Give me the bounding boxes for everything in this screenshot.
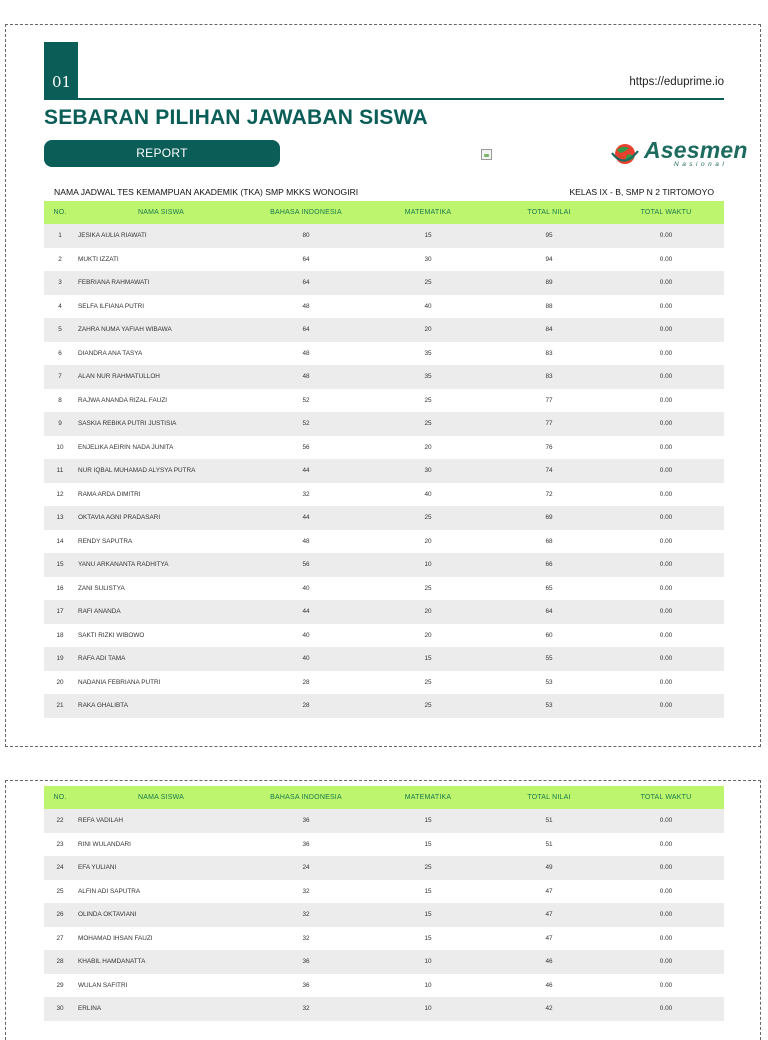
cell-total-waktu: 0.00 — [608, 224, 724, 248]
cell-bahasa-indonesia: 64 — [246, 271, 366, 295]
cell-total-nilai: 66 — [490, 553, 608, 577]
cell-no: 15 — [44, 553, 76, 577]
cell-student-name: NUR IQBAL MUHAMAD ALYSYA PUTRA — [76, 459, 246, 483]
cell-total-nilai: 65 — [545, 584, 553, 592]
cell-total-waktu: 0.00 — [608, 600, 724, 624]
cell-student-name: RAKA GHALIBTA — [76, 694, 246, 718]
cell-total-nilai: 77 — [490, 412, 608, 436]
cell-total-waktu: 0.00 — [659, 840, 673, 848]
cell-matematika: 10 — [366, 553, 490, 577]
cell-bahasa-indonesia: 32 — [302, 934, 310, 942]
cell-no: 23 — [56, 840, 64, 848]
cell-student-name: RAFI ANANDA — [76, 600, 246, 624]
cell-matematika: 20 — [424, 443, 432, 451]
col-header-total-waktu: TOTAL WAKTU — [608, 786, 724, 809]
cell-matematika: 20 — [366, 600, 490, 624]
cell-student-name: SELFA ILFIANA PUTRI — [78, 302, 145, 310]
table-row — [44, 483, 724, 507]
cell-no: 13 — [44, 506, 76, 530]
cell-matematika: 35 — [424, 349, 432, 357]
cell-total-nilai: 94 — [545, 255, 553, 263]
cell-student-name: NADANIA FEBRIANA PUTRI — [78, 678, 161, 686]
logo-wordmark: Asesmen — [644, 137, 748, 163]
cell-student-name: YANU ARKANANTA RADHITYA — [76, 553, 246, 577]
col-header-total-nilai: TOTAL NILAI — [490, 786, 608, 809]
cell-total-waktu: 0.00 — [608, 506, 724, 530]
col-header-no: NO. — [44, 201, 76, 224]
cell-total-nilai: 88 — [545, 302, 553, 310]
cell-total-nilai: 89 — [490, 271, 608, 295]
cell-student-name: JESIKA AULIA RIAWATI — [76, 224, 246, 248]
cell-student-name: RENDY SAPUTRA — [78, 537, 133, 545]
cell-bahasa-indonesia: 36 — [302, 981, 310, 989]
cell-no: 2 — [58, 255, 62, 263]
cell-total-nilai: 49 — [490, 856, 608, 880]
cell-no: 29 — [56, 981, 64, 989]
cell-total-waktu: 0.00 — [608, 694, 724, 718]
cell-bahasa-indonesia: 32 — [302, 490, 310, 498]
page-title: SEBARAN PILIHAN JAWABAN SISWA — [44, 106, 428, 129]
table-row — [44, 506, 724, 530]
cell-student-name: EFA YULIANI — [76, 856, 246, 880]
col-header-total-waktu: TOTAL WAKTU — [608, 201, 724, 224]
cell-total-nilai: 46 — [545, 981, 553, 989]
cell-total-nilai: 51 — [545, 840, 553, 848]
table-row — [44, 880, 724, 904]
table-row — [44, 271, 724, 295]
cell-no: 21 — [44, 694, 76, 718]
cell-matematika: 15 — [366, 809, 490, 833]
cell-bahasa-indonesia: 44 — [246, 506, 366, 530]
table-row — [44, 248, 724, 272]
cell-total-waktu: 0.00 — [608, 271, 724, 295]
cell-total-nilai: 47 — [545, 934, 553, 942]
col-header-name: NAMA SISWA — [76, 786, 246, 809]
cell-bahasa-indonesia: 48 — [246, 365, 366, 389]
cell-total-waktu: 0.00 — [608, 459, 724, 483]
cell-matematika: 40 — [424, 302, 432, 310]
cell-total-waktu: 0.00 — [659, 678, 673, 686]
scores-table-continued — [44, 786, 724, 1021]
cell-total-nilai: 47 — [545, 887, 553, 895]
cell-bahasa-indonesia: 48 — [302, 302, 310, 310]
cell-total-nilai: 55 — [490, 647, 608, 671]
table-row — [44, 577, 724, 601]
table-row — [44, 647, 724, 671]
cell-total-nilai: 76 — [545, 443, 553, 451]
cell-student-name: ZAHRA NUMA YAFIAH WIBAWA — [76, 318, 246, 342]
report-button[interactable]: REPORT — [44, 140, 280, 167]
cell-total-waktu: 0.00 — [608, 856, 724, 880]
cell-total-waktu: 0.00 — [659, 443, 673, 451]
schedule-name: NAMA JADWAL TES KEMAMPUAN AKADEMIK (TKA) SMP MKKS WONOGIRI — [54, 187, 359, 197]
cell-matematika: 25 — [366, 271, 490, 295]
cell-matematika: 15 — [366, 647, 490, 671]
table-row — [44, 530, 724, 554]
table-row — [44, 694, 724, 718]
col-header-matematika: MATEMATIKA — [366, 201, 490, 224]
cell-total-nilai: 84 — [490, 318, 608, 342]
cell-bahasa-indonesia: 64 — [246, 318, 366, 342]
cell-bahasa-indonesia: 32 — [302, 887, 310, 895]
cell-bahasa-indonesia: 80 — [246, 224, 366, 248]
cell-total-waktu: 0.00 — [608, 903, 724, 927]
table-row — [44, 436, 724, 460]
cell-no: 17 — [44, 600, 76, 624]
cell-bahasa-indonesia: 64 — [302, 255, 310, 263]
cell-matematika: 40 — [424, 490, 432, 498]
cell-student-name: MUKTI IZZATI — [78, 255, 119, 263]
cell-no: 19 — [44, 647, 76, 671]
table-row — [44, 365, 724, 389]
report-page-2 — [5, 780, 761, 1040]
class-info: KELAS IX - B, SMP N 2 TIRTOMOYO — [569, 187, 714, 197]
col-header-name: NAMA SISWA — [76, 201, 246, 224]
table-row — [44, 224, 724, 248]
cell-total-waktu: 0.00 — [659, 537, 673, 545]
cell-bahasa-indonesia: 48 — [302, 349, 310, 357]
cell-matematika: 15 — [366, 903, 490, 927]
globe-icon — [610, 139, 640, 167]
site-url[interactable]: https://eduprime.io — [629, 76, 724, 88]
cell-no: 26 — [44, 903, 76, 927]
cell-total-nilai: 95 — [490, 224, 608, 248]
cell-matematika: 35 — [366, 365, 490, 389]
cell-no: 18 — [56, 631, 64, 639]
cell-total-nilai: 69 — [490, 506, 608, 530]
cell-no: 24 — [44, 856, 76, 880]
cell-bahasa-indonesia: 40 — [302, 584, 310, 592]
cell-total-nilai: 64 — [490, 600, 608, 624]
cell-total-waktu: 0.00 — [659, 302, 673, 310]
cell-total-waktu: 0.00 — [608, 809, 724, 833]
table-row — [44, 624, 724, 648]
table-row — [44, 318, 724, 342]
cell-no: 6 — [58, 349, 62, 357]
col-header-bahasa: BAHASA INDONESIA — [246, 786, 366, 809]
cell-no: 7 — [44, 365, 76, 389]
cell-student-name: ALFIN ADI SAPUTRA — [78, 887, 141, 895]
cell-no: 9 — [44, 412, 76, 436]
cell-matematika: 25 — [424, 678, 432, 686]
table-row — [44, 553, 724, 577]
cell-total-nilai: 72 — [545, 490, 553, 498]
report-page-1 — [5, 24, 761, 747]
cell-student-name: ALAN NUR RAHMATULLOH — [76, 365, 246, 389]
cell-bahasa-indonesia: 56 — [302, 443, 310, 451]
cell-total-nilai: 60 — [545, 631, 553, 639]
cell-no: 28 — [44, 950, 76, 974]
cell-bahasa-indonesia: 32 — [246, 903, 366, 927]
cell-total-nilai: 53 — [490, 694, 608, 718]
cell-matematika: 15 — [424, 840, 432, 848]
cell-total-nilai: 68 — [545, 537, 553, 545]
cell-total-waktu: 0.00 — [659, 887, 673, 895]
cell-matematika: 25 — [366, 506, 490, 530]
cell-total-nilai: 47 — [490, 903, 608, 927]
cell-bahasa-indonesia: 52 — [302, 396, 310, 404]
cell-total-nilai: 51 — [490, 809, 608, 833]
logo-subtitle: Nasional — [674, 161, 728, 168]
cell-student-name: REFA VADILAH — [76, 809, 246, 833]
cell-no: 1 — [44, 224, 76, 248]
table-row — [44, 342, 724, 366]
cell-total-waktu: 0.00 — [659, 255, 673, 263]
cell-student-name: RAMA ARDA DIMITRI — [78, 490, 141, 498]
cell-matematika: 25 — [366, 412, 490, 436]
table-row — [44, 459, 724, 483]
cell-matematika: 25 — [424, 584, 432, 592]
cell-total-nilai: 83 — [490, 365, 608, 389]
cell-matematika: 25 — [366, 856, 490, 880]
table-row — [44, 903, 724, 927]
cell-student-name: WULAN SAFITRI — [78, 981, 128, 989]
asesmen-logo — [610, 137, 748, 171]
table-row — [44, 974, 724, 998]
cell-bahasa-indonesia: 52 — [246, 412, 366, 436]
cell-student-name: RAFA ADI TAMA — [76, 647, 246, 671]
table-header-row — [44, 201, 724, 224]
cell-student-name: MOHAMAD IHSAN FAUZI — [78, 934, 153, 942]
cell-total-waktu: 0.00 — [608, 647, 724, 671]
table-row — [44, 389, 724, 413]
cell-total-waktu: 0.00 — [608, 997, 724, 1021]
cell-matematika: 25 — [366, 694, 490, 718]
cell-no: 30 — [44, 997, 76, 1021]
cell-matematika: 25 — [424, 396, 432, 404]
col-header-matematika: MATEMATIKA — [366, 786, 490, 809]
cell-total-waktu: 0.00 — [659, 349, 673, 357]
cell-bahasa-indonesia: 36 — [246, 950, 366, 974]
cell-bahasa-indonesia: 40 — [246, 647, 366, 671]
cell-matematika: 30 — [424, 255, 432, 263]
cell-no: 20 — [56, 678, 64, 686]
cell-total-waktu: 0.00 — [608, 318, 724, 342]
cell-total-waktu: 0.00 — [608, 950, 724, 974]
cell-bahasa-indonesia: 56 — [246, 553, 366, 577]
cell-bahasa-indonesia: 36 — [302, 840, 310, 848]
cell-student-name: DIANDRA ANA TASYA — [78, 349, 143, 357]
cell-bahasa-indonesia: 28 — [246, 694, 366, 718]
table-row — [44, 950, 724, 974]
cell-student-name: KHABIL HAMDANATTA — [76, 950, 246, 974]
cell-total-waktu: 0.00 — [608, 365, 724, 389]
cell-total-nilai: 83 — [545, 349, 553, 357]
table-row — [44, 295, 724, 319]
cell-student-name: FEBRIANA RAHMAWATI — [76, 271, 246, 295]
table-row — [44, 856, 724, 880]
cell-no: 10 — [56, 443, 64, 451]
cell-total-nilai: 42 — [490, 997, 608, 1021]
table-row — [44, 671, 724, 695]
cell-no: 25 — [56, 887, 64, 895]
cell-matematika: 15 — [424, 934, 432, 942]
table-row — [44, 997, 724, 1021]
cell-no: 4 — [58, 302, 62, 310]
cell-student-name: SASKIA REBIKA PUTRI JUSTISIA — [76, 412, 246, 436]
page-number-badge: 01 — [44, 42, 78, 99]
cell-bahasa-indonesia: 32 — [246, 997, 366, 1021]
cell-no: 3 — [44, 271, 76, 295]
table-row — [44, 833, 724, 857]
cell-matematika: 15 — [424, 887, 432, 895]
cell-student-name: OKTAVIA AGNI PRADASARI — [76, 506, 246, 530]
cell-matematika: 20 — [366, 318, 490, 342]
cell-student-name: RINI WULANDARI — [78, 840, 131, 848]
cell-matematika: 20 — [424, 631, 432, 639]
cell-no: 8 — [58, 396, 62, 404]
table-header-row — [44, 786, 724, 809]
cell-student-name: ZANI SULISTYA — [78, 584, 125, 592]
cell-total-waktu: 0.00 — [659, 490, 673, 498]
cell-bahasa-indonesia: 40 — [302, 631, 310, 639]
cell-bahasa-indonesia: 36 — [246, 809, 366, 833]
cell-matematika: 30 — [366, 459, 490, 483]
cell-no: 11 — [44, 459, 76, 483]
cell-total-waktu: 0.00 — [659, 631, 673, 639]
cell-student-name: ERLINA — [76, 997, 246, 1021]
cell-no: 22 — [44, 809, 76, 833]
cell-matematika: 15 — [366, 224, 490, 248]
header-divider — [44, 98, 724, 100]
cell-total-nilai: 46 — [490, 950, 608, 974]
cell-student-name: SAKTI RIZKI WIBOWO — [78, 631, 145, 639]
table-row — [44, 600, 724, 624]
cell-no: 12 — [56, 490, 64, 498]
table-row — [44, 809, 724, 833]
cell-bahasa-indonesia: 24 — [246, 856, 366, 880]
cell-bahasa-indonesia: 44 — [246, 459, 366, 483]
cell-total-nilai: 77 — [545, 396, 553, 404]
cell-student-name: OLINDA OKTAVIANI — [76, 903, 246, 927]
cell-matematika: 10 — [424, 981, 432, 989]
cell-bahasa-indonesia: 44 — [246, 600, 366, 624]
cell-no: 5 — [44, 318, 76, 342]
cell-total-waktu: 0.00 — [608, 412, 724, 436]
cell-no: 27 — [56, 934, 64, 942]
cell-no: 16 — [56, 584, 64, 592]
col-header-no: NO. — [44, 786, 76, 809]
cell-total-waktu: 0.00 — [659, 934, 673, 942]
table-row — [44, 927, 724, 951]
cell-bahasa-indonesia: 48 — [302, 537, 310, 545]
broken-image-icon — [481, 149, 492, 160]
cell-total-waktu: 0.00 — [659, 584, 673, 592]
cell-matematika: 10 — [366, 997, 490, 1021]
cell-no: 14 — [56, 537, 64, 545]
cell-total-waktu: 0.00 — [608, 553, 724, 577]
cell-matematika: 10 — [366, 950, 490, 974]
cell-total-waktu: 0.00 — [659, 396, 673, 404]
col-header-total-nilai: TOTAL NILAI — [490, 201, 608, 224]
scores-table — [44, 201, 724, 718]
cell-total-nilai: 74 — [490, 459, 608, 483]
cell-matematika: 20 — [424, 537, 432, 545]
table-row — [44, 412, 724, 436]
cell-total-waktu: 0.00 — [659, 981, 673, 989]
cell-total-nilai: 53 — [545, 678, 553, 686]
cell-bahasa-indonesia: 28 — [302, 678, 310, 686]
cell-student-name: RAJWA ANANDA RIZAL FAUZI — [78, 396, 168, 404]
col-header-bahasa: BAHASA INDONESIA — [246, 201, 366, 224]
cell-student-name: ENJELIKA AEIRIN NADA JUNITA — [78, 443, 174, 451]
